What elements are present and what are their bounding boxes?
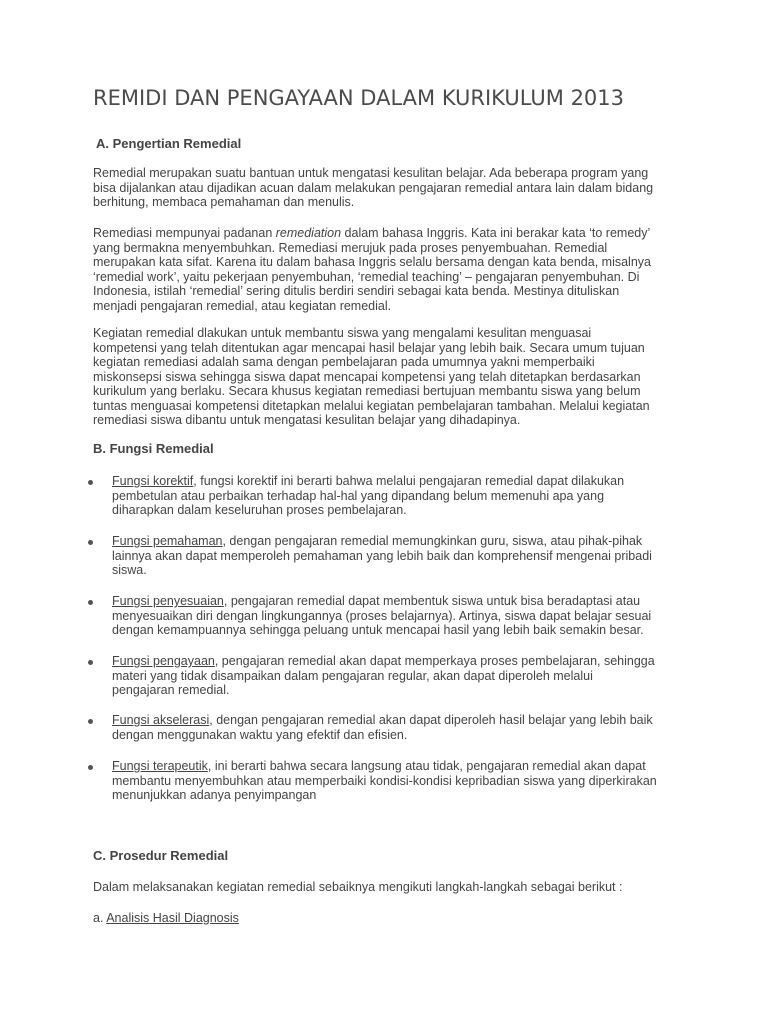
- text-line: siswa.: [112, 563, 147, 577]
- emphasized-term: remediation: [275, 226, 342, 240]
- text-line: bisa dijalankan atau dijadikan acuan dalam melakukan pengajaran remedial antara lain dalam bidang: [93, 180, 654, 195]
- text-line: Indonesia, istilah ‘remedial’ sering ditulis berdiri sendiri sebagai kata benda. Mestinya dituliskan: [93, 284, 620, 298]
- section-c-step-a: [93, 911, 683, 926]
- text-line: kurikulum yang berlaku. Secara khusus kegiatan remediasi bertujuan membantu siswa yang belum: [93, 384, 641, 398]
- step-prefix: a.: [93, 911, 107, 925]
- bullet-icon: [88, 765, 93, 770]
- text-line: [112, 759, 692, 774]
- fungsi-pengayaan-link[interactable]: Fungsi pengayaan: [112, 654, 215, 668]
- section-a-paragraph-2: [93, 226, 683, 313]
- text-line: [112, 594, 692, 609]
- list-item-text: [112, 474, 692, 518]
- text-line: lainnya akan dapat memperoleh pemahaman yang lebih baik dan komprehensif mengenai pribadi: [112, 548, 652, 563]
- text-line: [112, 654, 692, 669]
- section-a-heading: A. Pengertian Remedial: [96, 136, 242, 151]
- text-line: kompetensi yang telah ditentukan agar mencapai hasil belajar yang lebih baik. Secara umum tujuan: [93, 340, 645, 355]
- fungsi-akselerasi-link[interactable]: Fungsi akselerasi: [112, 713, 210, 727]
- text-line: berhitung, membaca pemahaman dan menulis.: [93, 195, 355, 209]
- bullet-icon: [88, 719, 93, 724]
- section-b-heading: B. Fungsi Remedial: [93, 441, 214, 456]
- document-title: REMIDI DAN PENGAYAAN DALAM KURIKULUM 2013: [93, 86, 625, 110]
- text-line: pengajaran remedial.: [112, 683, 230, 697]
- section-c-intro: [93, 880, 683, 895]
- text-line: membantu menyembuhkan atau memperbaiki kondisi-kondisi kepribadian siswa yang diperkirakan: [112, 773, 657, 788]
- text-run: , dengan pengajaran remedial akan dapat diperoleh hasil belajar yang lebih baik: [209, 713, 653, 727]
- text-line: menyesuaikan diri dengan lingkungannya (proses belajarnya). Artinya, siswa dapat belajar sesuai: [112, 608, 652, 623]
- list-item-text: [112, 654, 692, 698]
- text-run: , pengajaran remedial akan dapat memperkaya proses pembelajaran, sehingga: [214, 654, 655, 668]
- section-c-heading: C. Prosedur Remedial: [93, 848, 229, 863]
- bullet-icon: [88, 480, 93, 485]
- text-line: tuntas menguasai kompetensi ditetapkan melalui kegiatan pembelajaran tambahan. Melalui kegiatan: [93, 398, 650, 413]
- text-run: , fungsi korektif ini berarti bahwa melalui pengajaran remedial dapat dilakukan: [193, 474, 625, 488]
- text-line: miskonsepsi siswa sehingga siswa dapat mencapai kompetensi yang telah ditetapkan berdasarkan: [93, 369, 641, 384]
- bullet-icon: [88, 540, 93, 545]
- text-line: merupakan kata sifat. Karena itu dalam bahasa Inggris selalu bersama dengan kata benda, misalnya: [93, 255, 651, 269]
- list-item-text: [112, 759, 692, 803]
- text-line: ‘remedial work’, yaitu pekerjaan penyembuhan, ‘remedial teaching’ – pengajaran penyembuhan. Di: [93, 269, 640, 284]
- bullet-icon: [88, 600, 93, 605]
- list-item-text: [112, 713, 692, 742]
- text-line: Remedial merupakan suatu bantuan untuk mengatasi kesulitan belajar. Ada beberapa program yang: [93, 166, 649, 180]
- text-run: dalam bahasa Inggris. Kata ini berakar kata ‘to remedy’: [341, 226, 651, 240]
- analisis-hasil-diagnosis-link[interactable]: Analisis Hasil Diagnosis: [106, 911, 239, 925]
- text-line: [112, 713, 692, 728]
- text-line: dengan kemampuannya sehingga peluang untuk mencapai hasil yang lebih baik semakin besar.: [112, 623, 644, 637]
- text-run: , pengajaran remedial dapat membentuk siswa untuk bisa beradaptasi atau: [223, 594, 641, 608]
- text-line: menjadi pengajaran remedial, atau kegiatan remedial.: [93, 298, 392, 313]
- text-run: , dengan pengajaran remedial memungkinkan guru, siswa, atau pihak-pihak: [222, 534, 643, 548]
- text-line: remediasi siswa dibantu untuk mengatasi kesulitan belajar yang dihadapinya.: [93, 413, 521, 427]
- text-line: Dalam melaksanakan kegiatan remedial sebaiknya mengikuti langkah-langkah sebagai berikut :: [93, 880, 623, 894]
- text-run: Remediasi mempunyai padanan: [93, 226, 276, 240]
- text-line: diharapkan dalam keseluruhan proses pembelajaran.: [112, 503, 407, 517]
- text-line: yang bermakna menyembuhkan. Remediasi merujuk pada proses penyembuahan. Remedial: [93, 240, 608, 255]
- text-line: [93, 911, 683, 926]
- fungsi-penyesuaian-link[interactable]: Fungsi penyesuaian: [112, 594, 224, 608]
- section-a-paragraph-3: [93, 326, 683, 428]
- section-a-paragraph-1: [93, 166, 683, 210]
- list-item-text: [112, 534, 692, 578]
- text-line: Kegiatan remedial dlakukan untuk membantu siswa yang mengalami kesulitan menguasai: [93, 326, 592, 340]
- list-item-text: [112, 594, 692, 638]
- text-line: [112, 534, 692, 549]
- text-line: kegiatan remediasi adalah sama dengan pembelajaran pada umumnya yakni memperbaiki: [93, 355, 595, 369]
- text-line: menunjukkan adanya penyimpangan: [112, 788, 317, 802]
- fungsi-korektif-link[interactable]: Fungsi korektif: [112, 474, 194, 488]
- text-line: [93, 226, 683, 241]
- text-run: , ini berarti bahwa secara langsung atau tidak, pengajaran remedial akan dapat: [207, 759, 646, 773]
- text-line: dengan menggunakan waktu yang efektif dan efisien.: [112, 727, 408, 742]
- text-line: [112, 474, 692, 489]
- fungsi-terapeutik-link[interactable]: Fungsi terapeutik: [112, 759, 208, 773]
- text-line: pembetulan atau perbaikan terhadap hal-hal yang dipandang belum memenuhi apa yang: [112, 488, 605, 503]
- text-line: materi yang tidak disampaikan dalam pengajaran regular, akan dapat diperoleh melalui: [112, 668, 593, 683]
- bullet-icon: [88, 660, 93, 665]
- fungsi-pemahaman-link[interactable]: Fungsi pemahaman: [112, 534, 223, 548]
